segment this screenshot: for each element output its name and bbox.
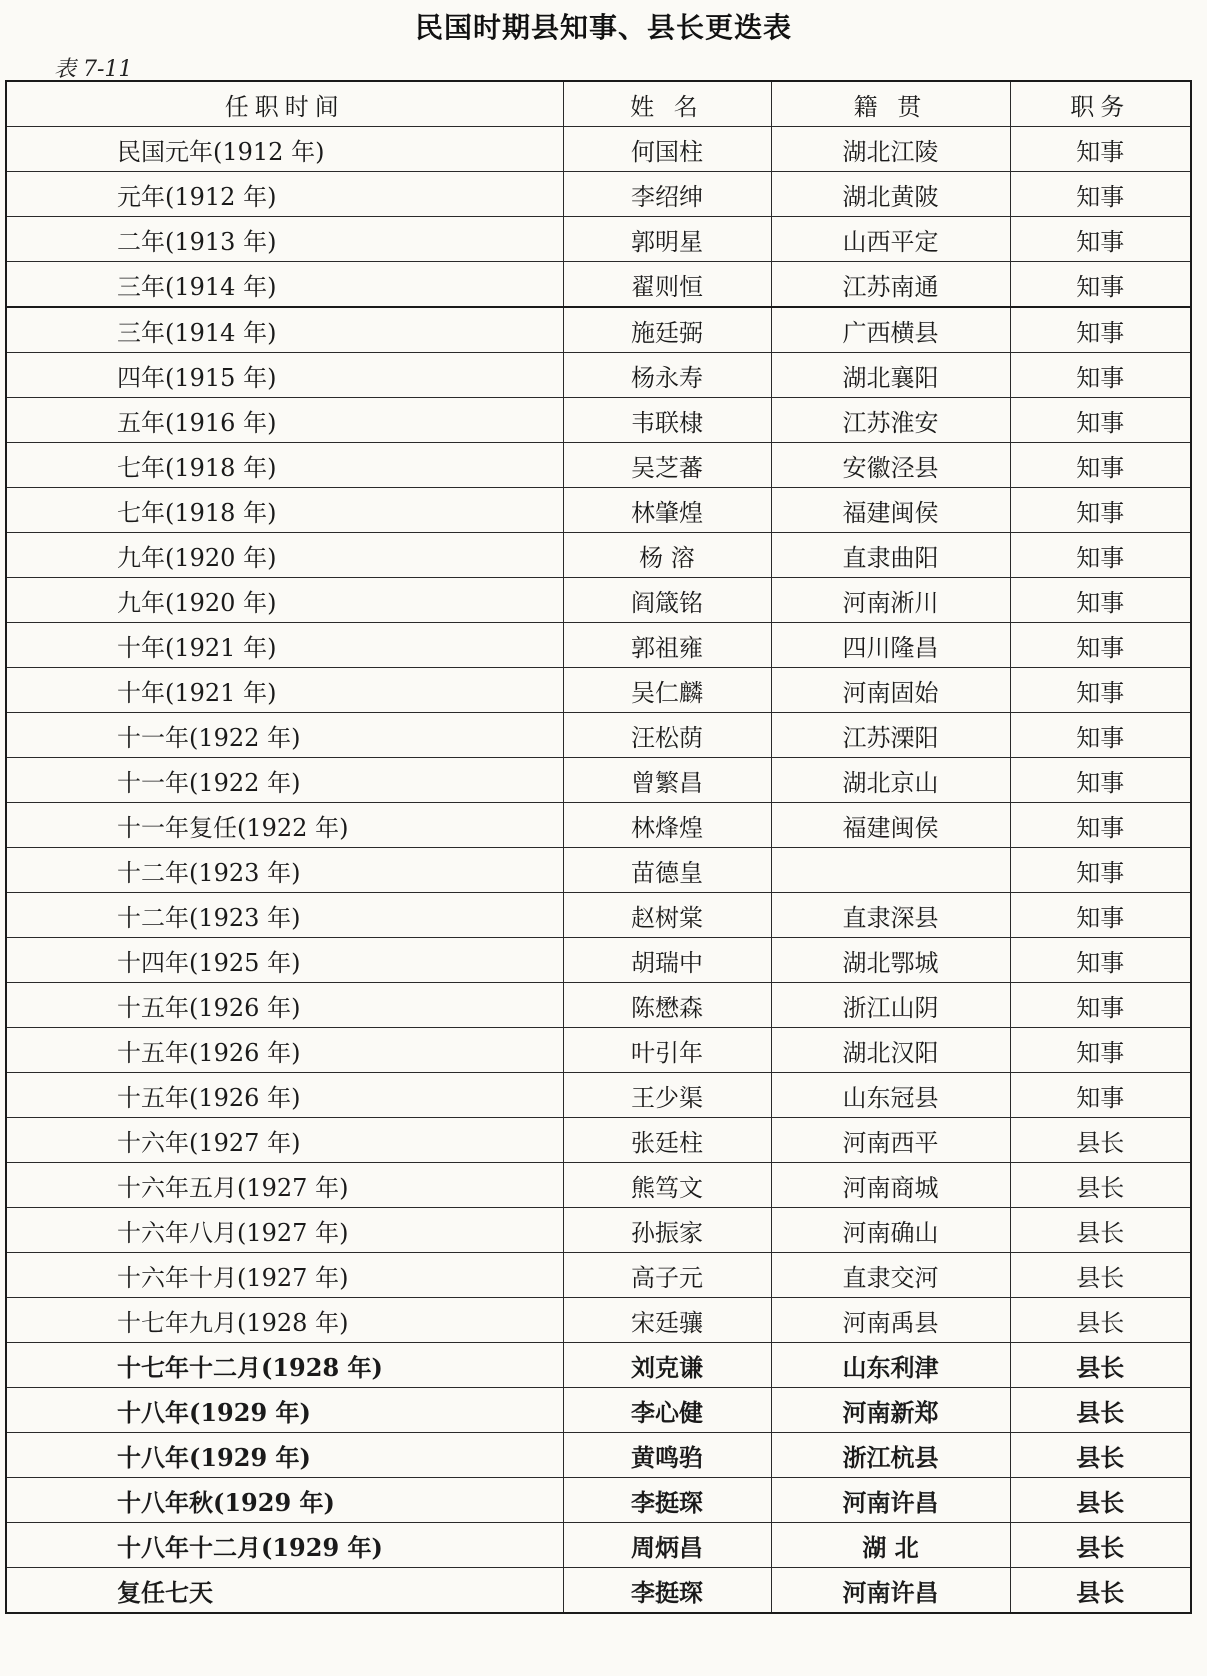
table-row xyxy=(6,262,1191,308)
cell-name: 苗德皇 xyxy=(563,848,771,893)
table-row xyxy=(6,533,1191,578)
cell-time: 十八年秋(1929 年) xyxy=(6,1478,563,1523)
cell-time: 九年(1920 年) xyxy=(6,533,563,578)
cell-origin: 湖北黄陂 xyxy=(771,172,1010,217)
cell-time: 十一年复任(1922 年) xyxy=(6,803,563,848)
cell-name: 李绍绅 xyxy=(563,172,771,217)
cell-name: 吴芝蕃 xyxy=(563,443,771,488)
cell-post: 知事 xyxy=(1010,262,1191,308)
cell-post: 县长 xyxy=(1010,1568,1191,1614)
cell-post: 县长 xyxy=(1010,1343,1191,1388)
table-row xyxy=(6,398,1191,443)
cell-origin: 湖 北 xyxy=(771,1523,1010,1568)
header-time: 任职时间 xyxy=(6,81,563,127)
cell-name: 何国柱 xyxy=(563,127,771,172)
cell-post: 县长 xyxy=(1010,1298,1191,1343)
header-name: 姓 名 xyxy=(563,81,771,127)
cell-origin: 直隶曲阳 xyxy=(771,533,1010,578)
table-row xyxy=(6,578,1191,623)
officials-table xyxy=(5,80,1192,1614)
cell-name: 李心健 xyxy=(563,1388,771,1433)
cell-post: 知事 xyxy=(1010,578,1191,623)
cell-origin: 江苏淮安 xyxy=(771,398,1010,443)
table-row xyxy=(6,1433,1191,1478)
table-row xyxy=(6,1298,1191,1343)
cell-name: 叶引年 xyxy=(563,1028,771,1073)
table-row xyxy=(6,307,1191,353)
cell-name: 郭祖雍 xyxy=(563,623,771,668)
table-row xyxy=(6,1073,1191,1118)
cell-post: 知事 xyxy=(1010,668,1191,713)
cell-origin: 山东利津 xyxy=(771,1343,1010,1388)
cell-origin: 湖北汉阳 xyxy=(771,1028,1010,1073)
cell-post: 县长 xyxy=(1010,1208,1191,1253)
cell-post: 知事 xyxy=(1010,713,1191,758)
cell-name: 周炳昌 xyxy=(563,1523,771,1568)
cell-origin: 山东冠县 xyxy=(771,1073,1010,1118)
cell-origin xyxy=(771,848,1010,893)
cell-time: 十五年(1926 年) xyxy=(6,1073,563,1118)
cell-post: 知事 xyxy=(1010,488,1191,533)
cell-post: 知事 xyxy=(1010,533,1191,578)
cell-post: 知事 xyxy=(1010,848,1191,893)
table-row xyxy=(6,1118,1191,1163)
table-row xyxy=(6,217,1191,262)
cell-origin: 河南新郑 xyxy=(771,1388,1010,1433)
cell-origin: 山西平定 xyxy=(771,217,1010,262)
cell-time: 民国元年(1912 年) xyxy=(6,127,563,172)
cell-post: 知事 xyxy=(1010,758,1191,803)
cell-time: 十四年(1925 年) xyxy=(6,938,563,983)
cell-origin: 湖北江陵 xyxy=(771,127,1010,172)
cell-time: 四年(1915 年) xyxy=(6,353,563,398)
cell-name: 王少渠 xyxy=(563,1073,771,1118)
table-row xyxy=(6,1478,1191,1523)
cell-origin: 福建闽侯 xyxy=(771,803,1010,848)
table-header-row xyxy=(6,81,1191,127)
table-row xyxy=(6,172,1191,217)
cell-name: 刘克谦 xyxy=(563,1343,771,1388)
cell-time: 十八年(1929 年) xyxy=(6,1433,563,1478)
cell-origin: 湖北鄂城 xyxy=(771,938,1010,983)
header-post: 职务 xyxy=(1010,81,1191,127)
cell-post: 知事 xyxy=(1010,398,1191,443)
cell-origin: 福建闽侯 xyxy=(771,488,1010,533)
table-row xyxy=(6,848,1191,893)
table-row xyxy=(6,488,1191,533)
cell-post: 县长 xyxy=(1010,1478,1191,1523)
table-label: 表 7-11 xyxy=(54,57,133,82)
cell-post: 知事 xyxy=(1010,803,1191,848)
table-row xyxy=(6,623,1191,668)
table-row xyxy=(6,127,1191,172)
table-row xyxy=(6,443,1191,488)
cell-origin: 浙江山阴 xyxy=(771,983,1010,1028)
cell-time: 复任七天 xyxy=(6,1568,563,1614)
cell-time: 九年(1920 年) xyxy=(6,578,563,623)
cell-name: 黄鸣驺 xyxy=(563,1433,771,1478)
cell-origin: 广西横县 xyxy=(771,307,1010,353)
cell-origin: 河南许昌 xyxy=(771,1478,1010,1523)
table-row xyxy=(6,1208,1191,1253)
cell-name: 张廷柱 xyxy=(563,1118,771,1163)
cell-post: 知事 xyxy=(1010,623,1191,668)
header-origin: 籍 贯 xyxy=(771,81,1010,127)
cell-time: 五年(1916 年) xyxy=(6,398,563,443)
cell-post: 知事 xyxy=(1010,172,1191,217)
cell-name: 高子元 xyxy=(563,1253,771,1298)
cell-time: 十年(1921 年) xyxy=(6,668,563,713)
cell-post: 县长 xyxy=(1010,1388,1191,1433)
cell-time: 十七年九月(1928 年) xyxy=(6,1298,563,1343)
cell-name: 曾繁昌 xyxy=(563,758,771,803)
cell-time: 七年(1918 年) xyxy=(6,443,563,488)
cell-name: 陈懋森 xyxy=(563,983,771,1028)
cell-origin: 河南淅川 xyxy=(771,578,1010,623)
cell-time: 十七年十二月(1928 年) xyxy=(6,1343,563,1388)
cell-origin: 安徽泾县 xyxy=(771,443,1010,488)
cell-origin: 浙江杭县 xyxy=(771,1433,1010,1478)
cell-post: 知事 xyxy=(1010,1073,1191,1118)
table-row xyxy=(6,713,1191,758)
cell-name: 李挺琛 xyxy=(563,1568,771,1614)
cell-time: 十六年十月(1927 年) xyxy=(6,1253,563,1298)
cell-time: 十六年五月(1927 年) xyxy=(6,1163,563,1208)
cell-post: 知事 xyxy=(1010,983,1191,1028)
cell-name: 李挺琛 xyxy=(563,1478,771,1523)
cell-time: 十五年(1926 年) xyxy=(6,983,563,1028)
cell-time: 二年(1913 年) xyxy=(6,217,563,262)
cell-post: 知事 xyxy=(1010,893,1191,938)
page-title: 民国时期县知事、县长更迭表 xyxy=(414,11,792,44)
cell-name: 韦联棣 xyxy=(563,398,771,443)
cell-origin: 河南确山 xyxy=(771,1208,1010,1253)
cell-post: 知事 xyxy=(1010,127,1191,172)
cell-name: 吴仁麟 xyxy=(563,668,771,713)
cell-name: 胡瑞中 xyxy=(563,938,771,983)
cell-post: 知事 xyxy=(1010,217,1191,262)
cell-time: 十年(1921 年) xyxy=(6,623,563,668)
cell-post: 县长 xyxy=(1010,1118,1191,1163)
cell-name: 施廷弼 xyxy=(563,307,771,353)
table-row xyxy=(6,938,1191,983)
cell-name: 宋廷骧 xyxy=(563,1298,771,1343)
cell-time: 十一年(1922 年) xyxy=(6,713,563,758)
table-row xyxy=(6,1028,1191,1073)
cell-origin: 湖北京山 xyxy=(771,758,1010,803)
cell-time: 十二年(1923 年) xyxy=(6,848,563,893)
cell-origin: 河南西平 xyxy=(771,1118,1010,1163)
cell-time: 十五年(1926 年) xyxy=(6,1028,563,1073)
cell-origin: 河南禹县 xyxy=(771,1298,1010,1343)
cell-origin: 河南固始 xyxy=(771,668,1010,713)
cell-origin: 河南商城 xyxy=(771,1163,1010,1208)
cell-time: 十二年(1923 年) xyxy=(6,893,563,938)
cell-name: 汪松荫 xyxy=(563,713,771,758)
cell-name: 孙振家 xyxy=(563,1208,771,1253)
cell-post: 知事 xyxy=(1010,443,1191,488)
cell-post: 知事 xyxy=(1010,1028,1191,1073)
cell-time: 七年(1918 年) xyxy=(6,488,563,533)
cell-origin: 四川隆昌 xyxy=(771,623,1010,668)
cell-post: 县长 xyxy=(1010,1523,1191,1568)
cell-post: 知事 xyxy=(1010,938,1191,983)
cell-name: 杨 溶 xyxy=(563,533,771,578)
cell-time: 三年(1914 年) xyxy=(6,307,563,353)
cell-time: 元年(1912 年) xyxy=(6,172,563,217)
table-row xyxy=(6,803,1191,848)
cell-origin: 直隶交河 xyxy=(771,1253,1010,1298)
cell-origin: 直隶深县 xyxy=(771,893,1010,938)
cell-origin: 河南许昌 xyxy=(771,1568,1010,1614)
cell-origin: 江苏溧阳 xyxy=(771,713,1010,758)
cell-name: 林肇煌 xyxy=(563,488,771,533)
cell-post: 县长 xyxy=(1010,1163,1191,1208)
cell-time: 十八年十二月(1929 年) xyxy=(6,1523,563,1568)
cell-name: 杨永寿 xyxy=(563,353,771,398)
table-row xyxy=(6,353,1191,398)
table-row xyxy=(6,893,1191,938)
cell-time: 十一年(1922 年) xyxy=(6,758,563,803)
cell-post: 县长 xyxy=(1010,1253,1191,1298)
cell-time: 十六年(1927 年) xyxy=(6,1118,563,1163)
table-row xyxy=(6,1253,1191,1298)
cell-origin: 江苏南通 xyxy=(771,262,1010,308)
cell-name: 郭明星 xyxy=(563,217,771,262)
cell-time: 三年(1914 年) xyxy=(6,262,563,308)
cell-name: 赵树棠 xyxy=(563,893,771,938)
table-row xyxy=(6,1343,1191,1388)
cell-name: 翟则恒 xyxy=(563,262,771,308)
cell-post: 知事 xyxy=(1010,353,1191,398)
table-row xyxy=(6,1163,1191,1208)
table-row xyxy=(6,758,1191,803)
table-row xyxy=(6,983,1191,1028)
table-row xyxy=(6,1568,1191,1614)
cell-time: 十六年八月(1927 年) xyxy=(6,1208,563,1253)
cell-name: 林烽煌 xyxy=(563,803,771,848)
cell-post: 县长 xyxy=(1010,1433,1191,1478)
cell-post: 知事 xyxy=(1010,307,1191,353)
cell-name: 熊笃文 xyxy=(563,1163,771,1208)
table-row xyxy=(6,1388,1191,1433)
cell-origin: 湖北襄阳 xyxy=(771,353,1010,398)
cell-time: 十八年(1929 年) xyxy=(6,1388,563,1433)
table-row xyxy=(6,668,1191,713)
table-row xyxy=(6,1523,1191,1568)
cell-name: 阎箴铭 xyxy=(563,578,771,623)
